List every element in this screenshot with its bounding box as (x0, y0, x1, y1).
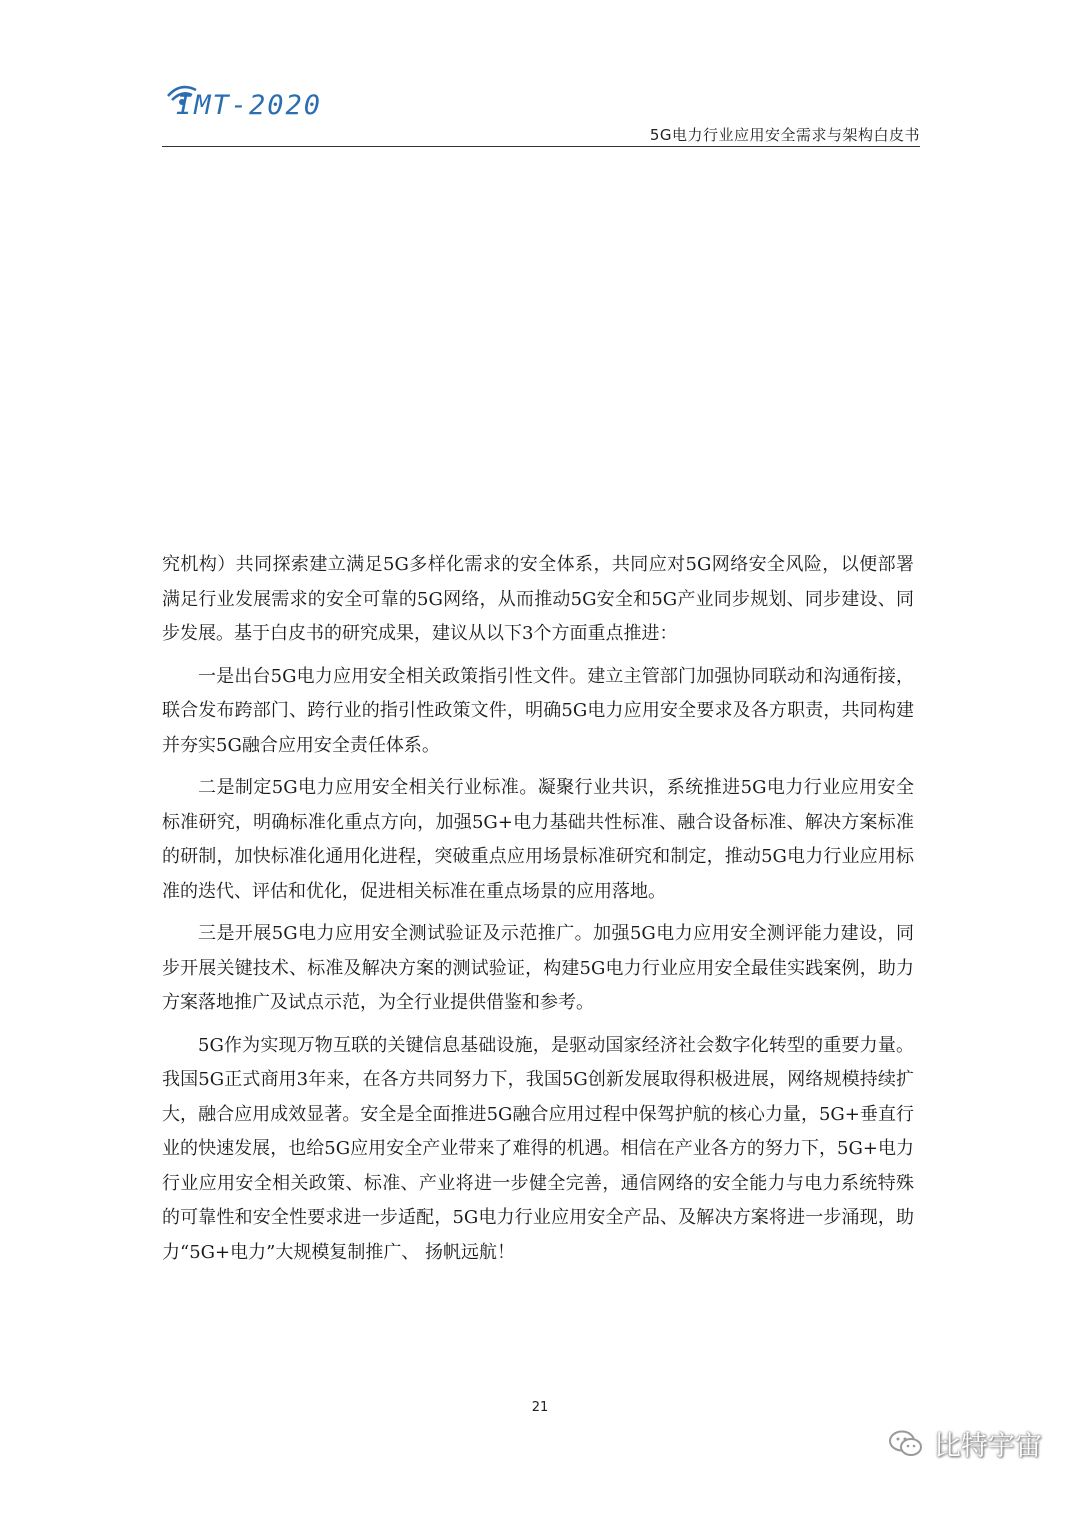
paragraph-conclusion: 5G作为实现万物互联的关键信息基础设施，是驱动国家经济社会数字化转型的重要力量。我国5G正式商用3年来，在各方共同努力下，我国5G创新发展取得积极进展，网络规模持续扩大，融合应用成效显著。安全是全面推进5G融合应用过程中保驾护航的核心力量，5G+垂直行业的快速发展，也给5G应用安全产业带来了难得的机遇。相信在产业各方的努力下，5G+电力行业应用安全相关政策、标准、产业将进一步健全完善，通信网络的安全能力与电力系统特殊的可靠性和安全性要求进一步适配，5G电力行业应用安全产品、及解决方案将进一步涌现，助力“5G+电力”大规模复制推广、 扬帆远航！ (162, 1034, 914, 1263)
wechat-icon (888, 1429, 924, 1459)
logo-text: IMT-2020 (176, 90, 323, 121)
page-number: 21 (531, 1400, 549, 1415)
watermark-text: 比特宇宙 (934, 1431, 1042, 1462)
header-divider (162, 146, 920, 147)
paragraph-testing: 三是开展5G电力应用安全测试验证及示范推广。加强5G电力应用安全测评能力建设，同步开展关键技术、标准及解决方案的测试验证，构建5G电力行业应用安全最佳实践案例，助力方案落地推广及试点示范，为全行业提供借鉴和参考。 (162, 923, 914, 1013)
body-text (162, 548, 914, 1278)
paragraph-standards: 二是制定5G电力应用安全相关行业标准。凝聚行业共识，系统推进5G电力行业应用安全标准研究，明确标准化重点方向，加强5G+电力基础共性标准、融合设备标准、解决方案标准的研制，加快标准化通用化进程，突破重点应用场景标准研究和制定，推动5G电力行业应用标准的迭代、评估和优化，促进相关标准在重点场景的应用落地。 (162, 777, 914, 902)
watermark (888, 1424, 1042, 1463)
document-title: 5G电力行业应用安全需求与架构白皮书 (649, 126, 920, 144)
paragraph-intro: 究机构）共同探索建立满足5G多样化需求的安全体系，共同应对5G网络安全风险，以便部署满足行业发展需求的安全可靠的5G网络，从而推动5G安全和5G产业同步规划、同步建设、同步发展。基于白皮书的研究成果，建议从以下3个方面重点推进： (162, 554, 914, 644)
paragraph-policy: 一是出台5G电力应用安全相关政策指引性文件。建立主管部门加强协同联动和沟通衔接，联合发布跨部门、跨行业的指引性政策文件，明确5G电力应用安全要求及各方职责，共同构建并夯实5G融合应用安全责任体系。 (162, 665, 914, 756)
